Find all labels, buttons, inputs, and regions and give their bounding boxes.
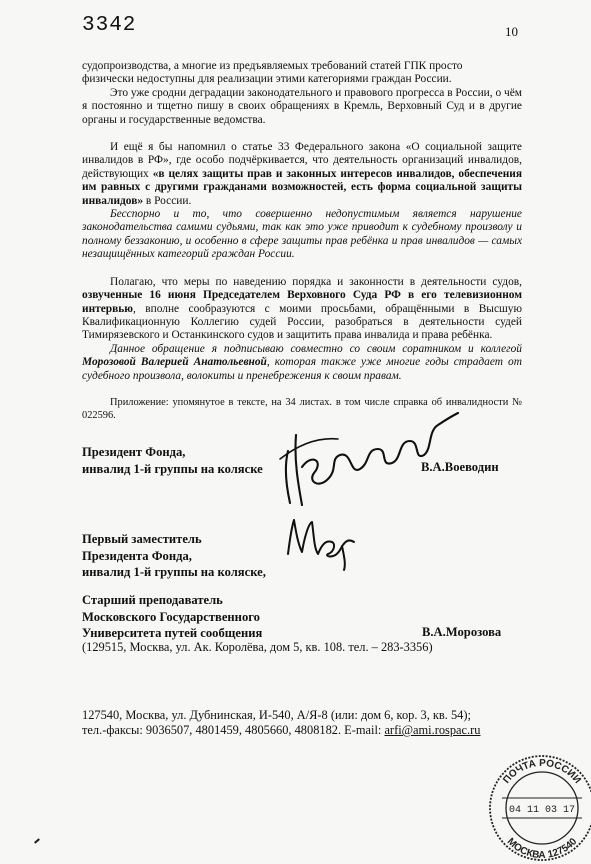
- postal-stamp: [478, 752, 591, 864]
- paragraph-5-text-a: Полагаю, что меры по наведению порядка и законности в деятельности судов,: [110, 275, 522, 288]
- president-signature: [268, 405, 468, 515]
- first-deputy-line-3: инвалид 1-й группы на коляске,: [82, 565, 266, 579]
- president-title-line-2: инвалид 1-й группы на коляске: [82, 461, 263, 476]
- first-deputy-title: [82, 531, 266, 581]
- stamp-bottom-text: МОСКВА 127540: [504, 836, 580, 862]
- paragraph-4-italic: Бесспорно и то, что совершенно недопустимым является нарушение законодательства самими судьями, так как это уже приводит к судебному произволу и полному беззаконию, и особенно в сфере защиты прав ребёнка и прав инвалидов — самых незащищённых категорий граждан России.: [82, 208, 522, 261]
- first-deputy-line-1: Первый заместитель: [82, 532, 202, 546]
- first-deputy-line-2: Президента Фонда,: [82, 548, 192, 563]
- deputy-address: (129515, Москва, ул. Ак. Королёва, дом 5, кв. 108. тел. – 283-3356): [82, 640, 433, 654]
- supreme-court-reference: озвученные 16 июня Председателем Верховного Суда РФ в его телевизионном интервью: [82, 289, 522, 315]
- attachment-note: Приложение: упомянутое в тексте, на 34 листах. в том числе справка об инвалидности № 022596.: [82, 396, 522, 421]
- organization-contacts: [82, 723, 480, 738]
- president-title-line-1: Президент Фонда,: [82, 445, 186, 459]
- phone-fax-list: тел.-факсы: 9036507, 4801459, 4805660, 4808182. E-mail:: [82, 723, 385, 737]
- deputy-name: В.А.Морозова: [422, 625, 502, 639]
- paragraph-3-text-a: И ещё я бы напомнил о статье 33 Федерального закона «О социальной защите инвалидов в РФ», где особо подчёркивается, что деятельность организаций инвалидов, действующих: [82, 141, 522, 180]
- document-number: 3342: [82, 14, 137, 37]
- stamp-date: 04 11 03 17: [508, 805, 576, 816]
- paragraph-1-line-2: физически недоступны для реализации этими категориями граждан России.: [82, 73, 452, 86]
- paragraph-6-italic-a: Данное обращение я подписываю совместно со своим соратником и коллегой: [110, 342, 522, 355]
- paragraph-5-text-b: , вполне сообразуются с моими просьбами, обращёнными в Высшую Квалификационную Коллегию судей России, разобраться в деятельности судей Тимирязевского и Останкинского судов и защитить права инвалида и права ребёнка.: [82, 302, 522, 342]
- paragraph-5: [82, 276, 522, 343]
- paragraph-6: [82, 343, 522, 383]
- lecturer-line-2: Московского Государственного: [82, 609, 260, 624]
- lecturer-line-3: Университета путей сообщения: [82, 626, 263, 640]
- president-name: В.А.Воеводин: [421, 460, 499, 474]
- stamp-top-text: ПОЧТА РОССИИ: [501, 757, 583, 786]
- scan-mark: [34, 838, 40, 843]
- paragraph-3: [82, 141, 522, 208]
- lecturer-title: [82, 592, 262, 642]
- paragraph-4: [82, 208, 522, 262]
- law-quote: «в целях защиты прав и законных интересов инвалидов, обеспечения им равных с другими гражданами возможностей, есть форма социальной защиты инвалидов»: [82, 167, 522, 207]
- co-signer-name: Морозовой Валерией Анатольевной: [82, 356, 267, 369]
- paragraph-6-italic-b: , которая также уже многие годы страдает от судебного произвола, волокиты и пренебрежения к своим правам.: [82, 356, 522, 382]
- president-title: [82, 444, 263, 477]
- paragraph-1-line-1: судопроизводства, а многие из предъявляемых требований статей ГПК просто: [82, 60, 463, 72]
- letter-body: [82, 60, 522, 422]
- email-link[interactable]: arfi@ami.rospac.ru: [384, 723, 481, 737]
- page-number: 10: [505, 24, 518, 39]
- paragraph-2: Это уже сродни деградации законодательного и правового прогресса в России, о чём я постоянно и тщетно пишу в своих обращениях в Кремль, Верховный Суд и в другие органы и государственные ведомства.: [82, 86, 522, 126]
- lecturer-line-1: Старший преподаватель: [82, 593, 223, 607]
- deputy-signature: [282, 512, 362, 572]
- paragraph-3-text-b: в России.: [143, 194, 192, 207]
- organization-address: 127540, Москва, ул. Дубнинская, И-540, А/Я-8 (или: дом 6, кор. 3, кв. 54);: [82, 708, 471, 722]
